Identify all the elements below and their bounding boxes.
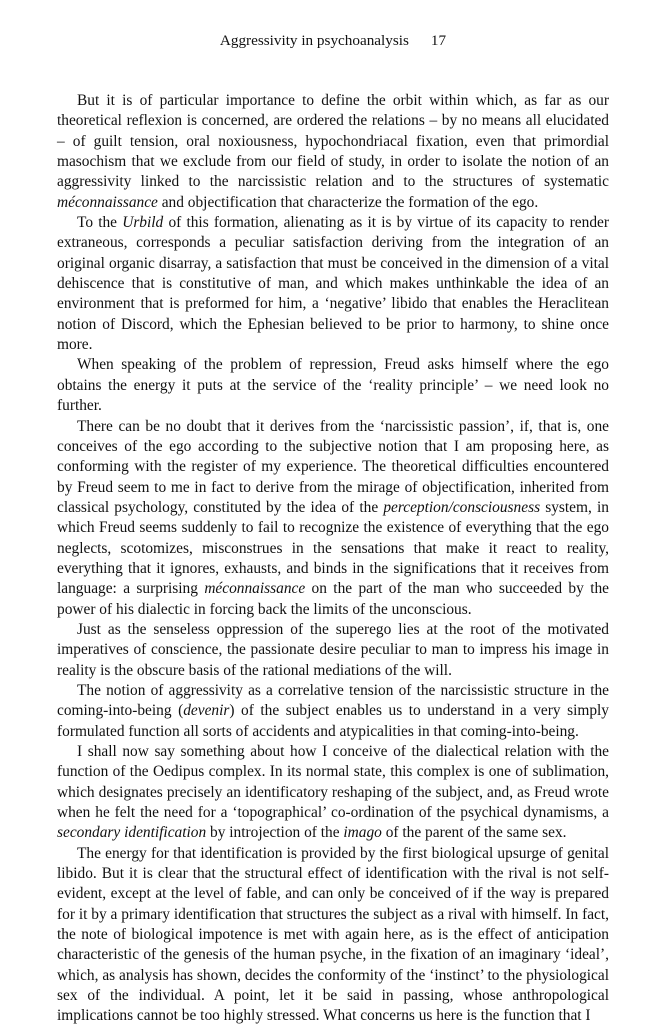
- paragraph: [57, 742, 609, 844]
- italic-term: Urbild: [122, 214, 164, 232]
- text-run: ) of the subject enables us to understand in a very simply formulated function all sorts of accidents and atypicalities in that coming-into-being.: [57, 702, 609, 740]
- italic-term: imago: [343, 824, 382, 842]
- text-run: There can be no doubt that it derives from the ‘narcissistic passion’, if, that is, one conceives of the ego according to the subjective notion that I am proposing here, as conforming with the register of my experience. The theoretical difficulties encountered by Freud seem to me in fact to derive from the mirage of objectification, inherited from classical psychology, constituted by the idea of the: [57, 417, 609, 516]
- italic-term: méconnaissance: [204, 580, 306, 598]
- paragraph: [57, 681, 609, 742]
- paragraph: [57, 91, 609, 213]
- text-run: The energy for that identification is provided by the first biological upsurge of genital libido. But it is clear that the structural effect of identification with the rival is not self-evident, except at the level of fable, and can only be conceived of if the way is prepared for it by a primary identification that structures the subject as a rival with himself. In fact, the note of biological impotence is met with again here, as is the effect of anticipation characteristic of the genesis of the human psyche, in the fixation of an imaginary ‘ideal’, which, as analysis has shown, decides the conformity of the ‘instinct’ to the physiological sex of the individual. A point, let it be said in passing, whose anthropological implications cannot be too highly stressed. What concerns us here is the function that I: [57, 844, 609, 1025]
- paragraph: [57, 620, 609, 681]
- paragraph: [57, 355, 609, 416]
- text-run: by introjection of the: [206, 824, 344, 842]
- paragraph: [57, 213, 609, 355]
- italic-term: perception/consciousness: [383, 498, 541, 516]
- text-run: Just as the senseless oppression of the superego lies at the root of the motivated imperatives of conscience, the passionate desire peculiar to man to impress his image in reality is the obscure basis of the rational mediations of the will.: [57, 620, 609, 679]
- text-run: To the: [77, 214, 123, 232]
- paragraph: [57, 844, 609, 1027]
- text-run: When speaking of the problem of repression, Freud asks himself where the ego obtains the energy it puts at the service of the ‘reality principle’ – we need look no further.: [57, 356, 609, 415]
- italic-term: méconnaissance: [57, 193, 158, 211]
- italic-term: devenir: [183, 702, 230, 720]
- paragraph: [57, 417, 609, 620]
- text-run: and objectification that characterize the formation of the ego.: [157, 193, 539, 211]
- body-text: [57, 91, 609, 1027]
- italic-term: secondary identification: [57, 824, 207, 842]
- running-header: [0, 31, 666, 51]
- running-title: Aggressivity in psychoanalysis: [219, 32, 409, 49]
- page-number: 17: [430, 32, 447, 49]
- text-run: of the parent of the same sex.: [381, 824, 567, 842]
- text-run: The notion of aggressivity as a correlative tension of the narcissistic structure in the coming-into-being (: [57, 681, 609, 720]
- text-run: system, in which Freud seems suddenly to fail to recognize the existence of everything that the ego neglects, scotomizes, misconstrues in the sensations that make it react to reality, everything that it ignores, exhausts, and binds in the significations that it receives from language: a surprising: [57, 498, 609, 598]
- text-run: of this formation, alienating as it is by virtue of its capacity to render extraneous, corresponds a peculiar satisfaction deriving from the integration of an original organic disarray, a satisfaction that must be conceived in the dimension of a vital dehiscence that is constitutive of man, and which makes unthinkable the idea of an environment that is preformed for him, a ‘negative’ libido that enables the Heraclitean notion of Discord, which the Ephesian believed to be prior to harmony, to shine once more.: [57, 214, 609, 354]
- text-run: on the part of the man who succeeded by the power of his dialectic in forcing back the limits of the unconscious.: [57, 580, 609, 618]
- text-run: But it is of particular importance to define the orbit within which, as far as our theoretical reflexion is concerned, are ordered the relations – by no means all elucidated – of guilt tension, oral noxiousness, hypochondriacal fixation, even that primordial masochism that we exclude from our field of study, in order to isolate the notion of an aggressivity linked to the narcissistic relation and to the structures of systematic: [57, 92, 609, 191]
- text-run: I shall now say something about how I conceive of the dialectical relation with the function of the Oedipus complex. In its normal state, this complex is one of sublimation, which designates precisely an identificatory reshaping of the subject, and, as Freud wrote when he felt the need for a ‘topographical’ co-ordination of the psychical dynamisms, a: [57, 743, 609, 822]
